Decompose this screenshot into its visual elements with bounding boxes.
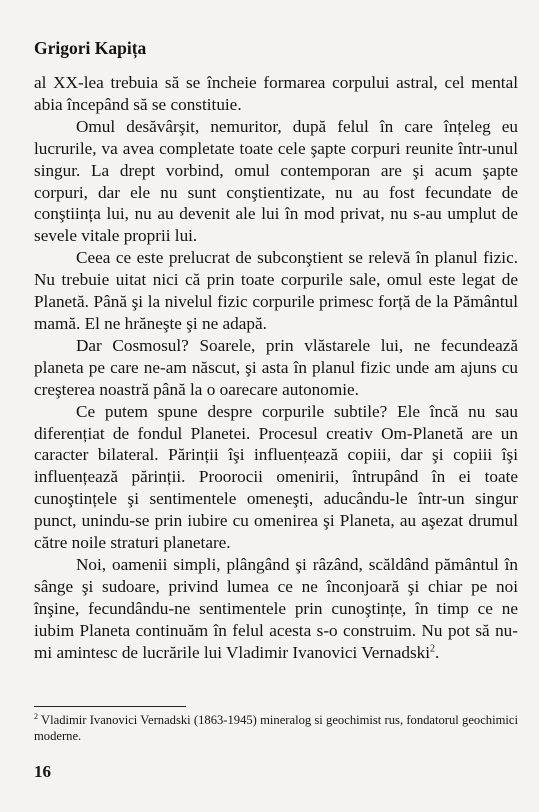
- body-text: [34, 72, 518, 663]
- paragraph-4: Dar Cosmosul? Soarele, prin vlăstarele lui, ne fecundează planeta pe care ne-am născut, şi asta în planul fizic unde am ajuns cu creşterea noastră până la o oarecare autonomie.: [34, 335, 518, 399]
- footnote-text: Vladimir Ivanovici Vernadski (1863-1945) mineralog si geochimist rus, fondatorul geochimici moderne.: [34, 713, 518, 743]
- footnote-divider: [34, 706, 186, 707]
- footnote: [34, 713, 518, 744]
- footnote-marker: 2: [34, 711, 38, 721]
- paragraph-1: al XX-lea trebuia să se încheie formarea corpului astral, cel mental abia începând să se constituie.: [34, 73, 518, 114]
- paragraph-6-text: Noi, oamenii simpli, plângând şi râzând, scăldând pământul în sânge şi sudoare, privind lumea ce ne înconjoară şi chiar pe noi înşine, fecundându-ne sentimentele prin cunoştințe, în timp ce ne iubim Planeta continuăm în felul acesta s-o construim. Nu pot să nu-mi amintesc de lucrările lui Vladimir Ivanovici Vernadski: [34, 554, 518, 662]
- paragraph-2: Omul desăvârşit, nemuritor, după felul în care înțeleg eu lucrurile, va avea completate toate cele şapte corpuri reunite într-unul singur. La drept vorbind, omul contemporan are şi acum şapte corpuri, dar ele nu sunt conştientizate, nu au fost fecundate de conştiința lui, nu au devenit ale lui în mod privat, nu s-au umplut de sevele vitale proprii lui.: [34, 116, 518, 246]
- paragraph-6: Noi, oamenii simpli, plângând şi râzând, scăldând pământul în sânge şi sudoare, privind lumea ce ne înconjoară şi chiar pe noi înşine, fecundându-ne sentimentele prin cunoştințe, în timp ce ne iubim Planeta continuăm în felul acesta s-o construim. Nu pot să nu-mi amintesc de lucrările lui Vladimir Ivanovici Vernadski$^2$.: [34, 554, 518, 662]
- footnote-reference: 2: [430, 642, 435, 654]
- page-number: 16: [34, 762, 51, 781]
- running-header-author: Grigori Kapița: [34, 38, 147, 58]
- paragraph-5: Ce putem spune despre corpurile subtile? Ele încă nu sau diferențiat de fondul Planetei. Procesul creativ Om-Planetă are un caracter bilateral. Părinții îşi influențează copiii, dar şi copiii îşi influențează părinții. Proorocii omenirii, întrupând în ei toate cunoştințele şi sentimentele omeneşti, aducându-le într-un singur punct, unindu-se prin iubire cu omenirea şi Planeta, au aşezat drumul către noile straturi planetare.: [34, 401, 518, 553]
- paragraph-3: Ceea ce este prelucrat de subconştient se relevă în planul fizic. Nu trebuie uitat nici că prin toate corpurile sale, omul este legat de Planetă. Până şi la nivelul fizic corpurile primesc forță de la Pământul mamă. El ne hrăneşte şi ne adapă.: [34, 248, 518, 333]
